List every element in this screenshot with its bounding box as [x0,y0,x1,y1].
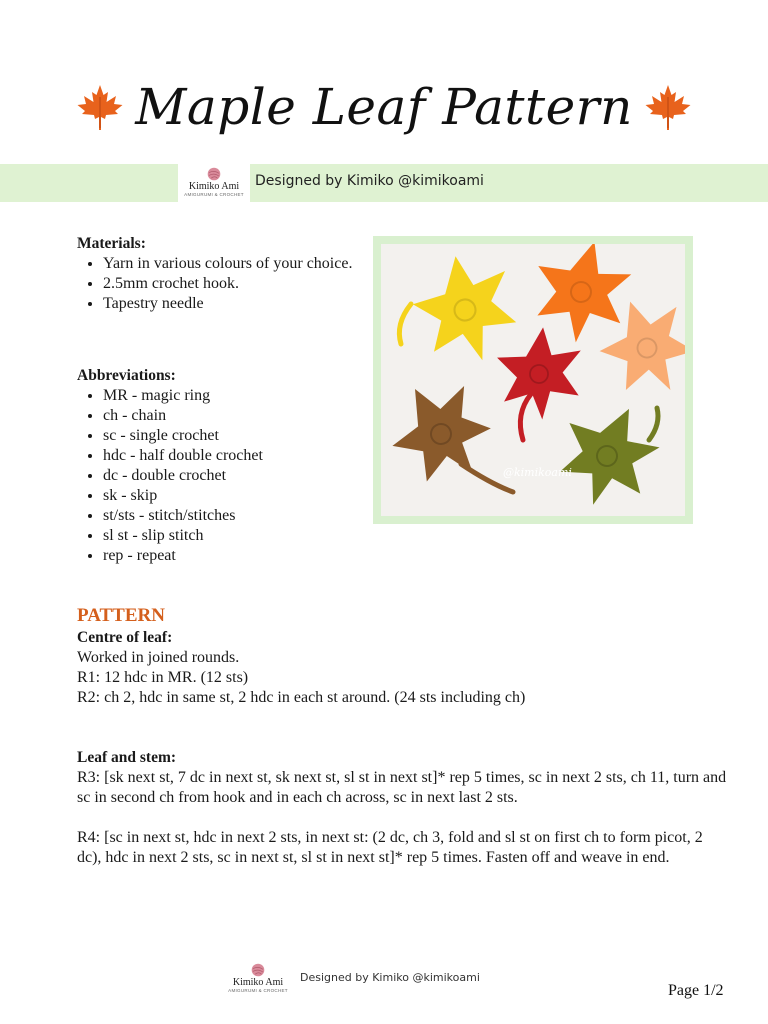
pattern-line: Worked in joined rounds. [77,649,240,666]
stem-label: Leaf and stem: [77,749,177,766]
brand-logo [178,164,250,204]
abbreviations-section [77,366,367,566]
footer-credit: Designed by Kimiko @kimikoami [300,971,480,984]
list-item: • MR - magic ring [103,386,367,406]
materials-list [77,254,367,314]
footer-logo-brand: Kimiko Ami [232,977,284,988]
photo-canvas [381,244,685,516]
list-item: • sk - skip [103,486,367,506]
list-item: • 2.5mm crochet hook. [103,274,367,294]
crochet-leaves-photo [373,236,693,524]
list-item: • dc - double crochet [103,466,367,486]
materials-label: Materials: [77,235,146,252]
list-item: • hdc - half double crochet [103,446,367,466]
centre-label: Centre of leaf: [77,629,173,646]
materials-section [77,234,367,314]
footer-logo [222,960,294,1000]
pattern-line: R1: 12 hdc in MR. (12 sts) [77,669,249,686]
designer-credit: Designed by Kimiko @kimikoami [255,173,484,189]
page-title: Maple Leaf Pattern [135,78,633,136]
list-item: • Tapestry needle [103,294,367,314]
abbreviations-label: Abbreviations: [77,367,176,384]
list-item: • sl st - slip stitch [103,526,367,546]
title-row [0,62,768,152]
pattern-round-r3: R3: [sk next st, 7 dc in next st, sk next st, sl st in next st]* rep 5 times, sc in next 2 sts, ch 11, turn and sc in second ch from hook and in each ch across, sc in next last 2 sts. [77,769,727,806]
list-item: • Yarn in various colours of your choice. [103,254,367,274]
pattern-round-r4: R4: [sc in next st, hdc in next 2 sts, in next st: (2 dc, ch 3, fold and sl st on first ch to form picot, 2 dc), hdc in next 2 sts, sc in next st, sl st in next st]* rep 5 times. Fasten off and weave in end. [77,829,703,866]
pattern-section [77,604,727,868]
maple-leaf-icon [643,82,693,132]
photo-watermark: @kimikoami [503,466,572,479]
logo-brand: Kimiko Ami [188,181,240,192]
page-number: Page 1/2 [668,982,724,999]
list-item: • st/sts - stitch/stitches [103,506,367,526]
list-item: • ch - chain [103,406,367,426]
abbreviations-list [77,386,367,566]
yarn-ball-icon [251,963,265,977]
list-item: • sc - single crochet [103,426,367,446]
list-item: • rep - repeat [103,546,367,566]
footer-logo-subtitle: AMIGURUMI & CROCHET [228,988,288,993]
pattern-line: R2: ch 2, hdc in same st, 2 hdc in each st around. (24 sts including ch) [77,689,526,706]
logo-subtitle: AMIGURUMI & CROCHET [184,192,244,197]
maple-leaf-icon [75,82,125,132]
yarn-ball-icon [207,167,221,181]
pattern-heading: PATTERN [77,605,165,626]
